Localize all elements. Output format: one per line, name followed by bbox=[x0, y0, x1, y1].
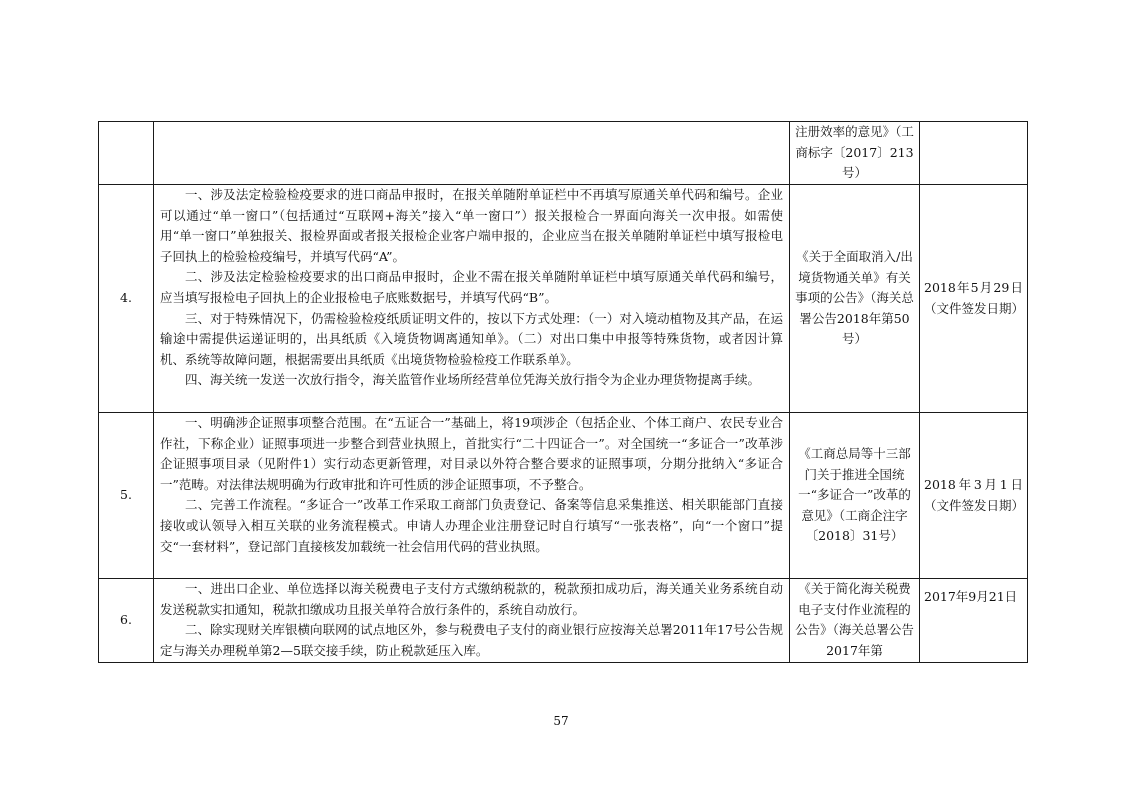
date-cell: 2018年5月29日（文件签发日期） bbox=[920, 185, 1028, 413]
measure-cell bbox=[154, 413, 790, 579]
document-cell: 注册效率的意见》（工商标字〔2017〕213号） bbox=[790, 122, 920, 185]
document-cell: 《关于全面取消入/出境货物通关单》有关事项的公告》（海关总署公告2018年第50号） bbox=[790, 185, 920, 413]
table-row bbox=[99, 579, 1028, 663]
measure-paragraph: 二、除实现财关库银横向联网的试点地区外，参与税费电子支付的商业银行应按海关总署2011年17号公告规定与海关办理税单第2—5联交接手续，防止税款延压入库。 bbox=[160, 622, 783, 658]
measure-cell bbox=[154, 185, 790, 413]
page-number: 57 bbox=[553, 714, 569, 728]
measure-paragraph: 一、涉及法定检验检疫要求的进口商品申报时，在报关单随附单证栏中不再填写原通关单代码和编号。企业可以通过“单一窗口”（包括通过“互联网+海关”接入“单一窗口”）报关报检合一界面向海关一次申报。如需使用“单一窗口”单独报关、报检界面或者报关报检企业客户端申报的，企业应当在报关单随附单证栏中填写报检电子回执上的检验检疫编号，并填写代码“A”。 bbox=[160, 187, 783, 264]
measure-paragraph: 一、进出口企业、单位选择以海关税费电子支付方式缴纳税款的，税款预扣成功后，海关通关业务系统自动发送税款实扣通知，税款扣缴成功且报关单符合放行条件的，系统自动放行。 bbox=[160, 581, 783, 617]
row-number: 4. bbox=[99, 185, 154, 413]
date-cell: 2017年9月21日 bbox=[920, 579, 1028, 663]
table-row bbox=[99, 122, 1028, 185]
measure-cell bbox=[154, 122, 790, 185]
measures-table bbox=[98, 121, 1028, 663]
row-number: 6. bbox=[99, 579, 154, 663]
measure-paragraph: 四、海关统一发送一次放行指令，海关监管作业场所经营单位凭海关放行指令为企业办理货物提离手续。 bbox=[185, 372, 761, 388]
table-row bbox=[99, 185, 1028, 413]
table-row bbox=[99, 413, 1028, 579]
row-number bbox=[99, 122, 154, 185]
measure-paragraph: 二、涉及法定检验检疫要求的出口商品申报时，企业不需在报关单随附单证栏中填写原通关单代码和编号，应当填写报检电子回执上的企业报检电子底账数据号，并填写代码“B”。 bbox=[160, 269, 783, 305]
date-cell bbox=[920, 122, 1028, 185]
row-number: 5. bbox=[99, 413, 154, 579]
measure-cell bbox=[154, 579, 790, 663]
measure-paragraph: 二、完善工作流程。“多证合一”改革工作采取工商部门负责登记、备案等信息采集推送、相关职能部门直接接收或认领导入相互关联的业务流程模式。申请人办理企业注册登记时自行填写“一张表格”，向“一个窗口”提交“一套材料”，登记部门直接核发加载统一社会信用代码的营业执照。 bbox=[160, 497, 783, 554]
measure-paragraph: 一、明确涉企证照事项整合范围。在“五证合一”基础上，将19项涉企（包括企业、个体工商户、农民专业合作社，下称企业）证照事项进一步整合到营业执照上，首批实行“二十四证合一”。对全国统一“多证合一”改革涉企证照事项目录（见附件1）实行动态更新管理，对目录以外符合整合要求的证照事项，分期分批纳入“多证合一”范畴。对法律法规明确为行政审批和许可性质的涉企证照事项，不予整合。 bbox=[160, 415, 783, 492]
date-cell: 2018年3月1日（文件签发日期） bbox=[920, 413, 1028, 579]
document-cell: 《工商总局等十三部门关于推进全国统一“多证合一”改革的意见》（工商企注字〔2018〕31号） bbox=[790, 413, 920, 579]
document-cell: 《关于简化海关税费电子支付作业流程的公告》（海关总署公告2017年第 bbox=[790, 579, 920, 663]
measure-paragraph: 三、对于特殊情况下，仍需检验检疫纸质证明文件的，按以下方式处理：（一）对入境动植物及其产品，在运输途中需提供运递证明的，出具纸质《入境货物调离通知单》。（二）对出口集中申报等特殊货物，或者因计算机、系统等故障问题，根据需要出具纸质《出境货物检验检疫工作联系单》。 bbox=[160, 310, 783, 367]
